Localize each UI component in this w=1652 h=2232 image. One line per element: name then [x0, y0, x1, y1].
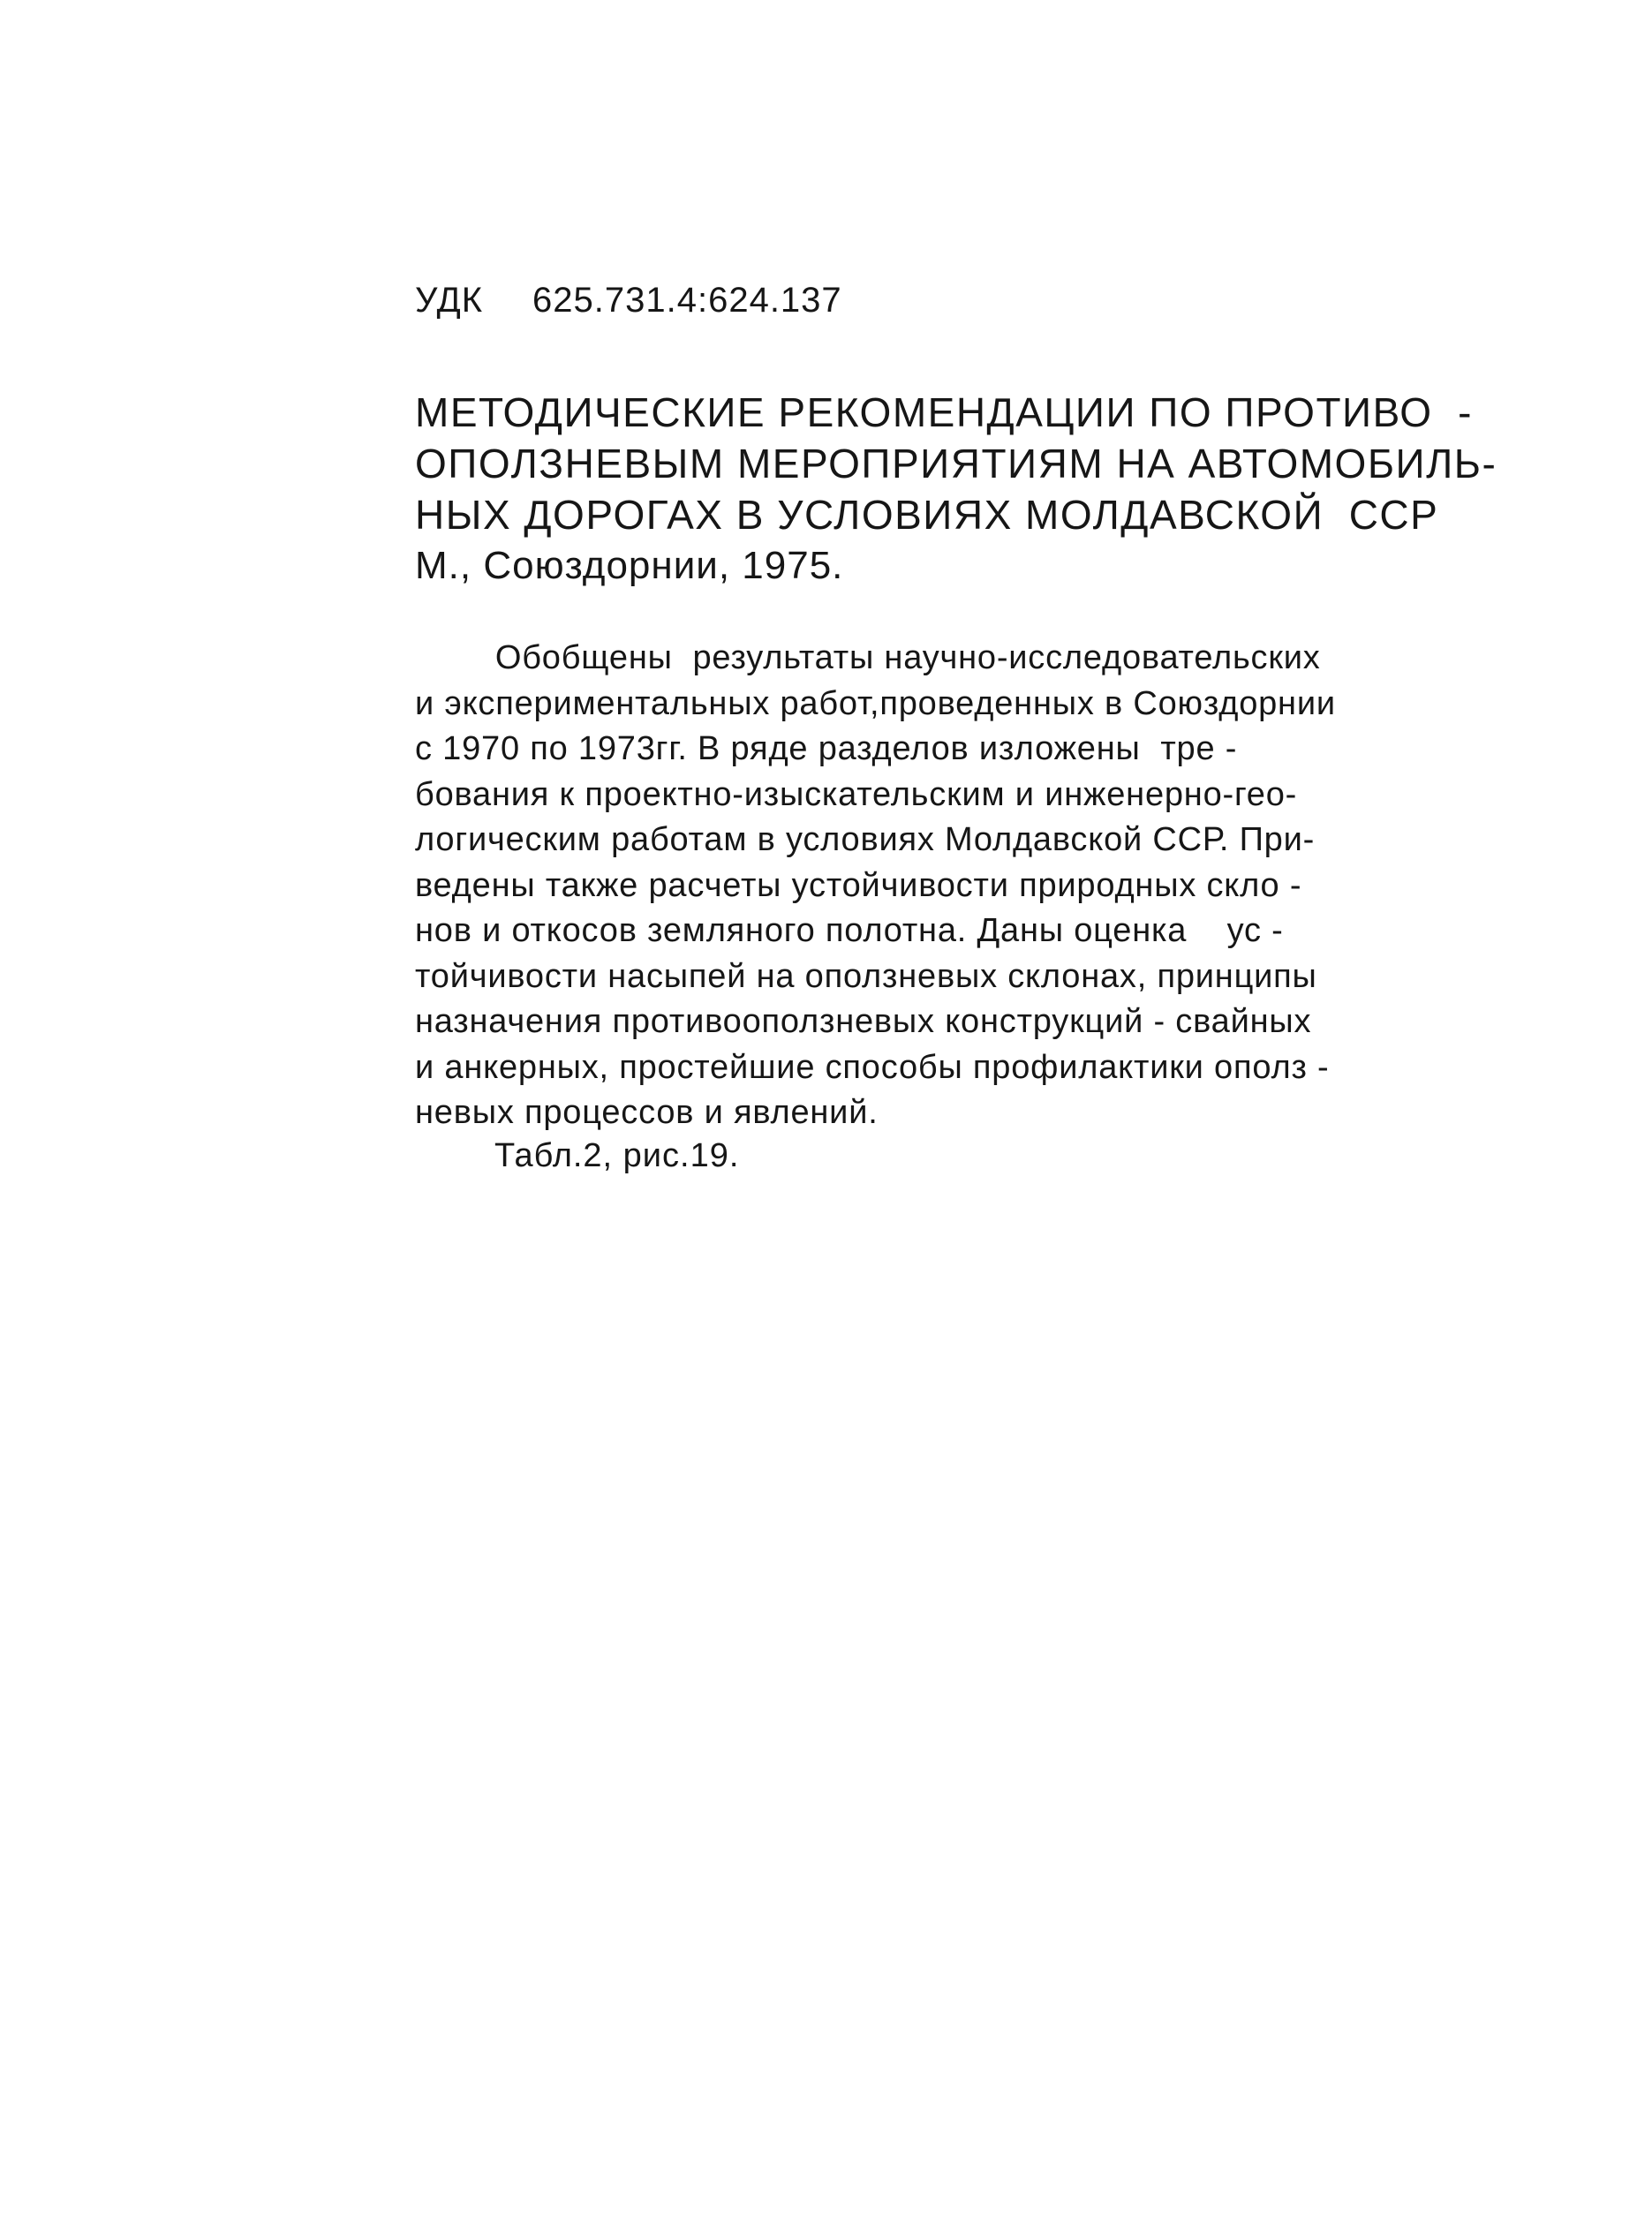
- abstract-line: и экспериментальных работ,проведенных в Союздорнии: [415, 684, 1336, 722]
- abstract-line: невых процессов и явлений.: [415, 1094, 879, 1131]
- abstract-line: назначения противооползневых конструкций - свайных: [415, 1003, 1312, 1040]
- title-line: ОПОЛЗНЕВЫМ МЕРОПРИЯТИЯМ НА АВТОМОБИЛЬ-: [415, 441, 1497, 486]
- tables-figures-count: Табл.2, рис.19.: [494, 1137, 740, 1174]
- abstract-line: ведены также расчеты устойчивости природных скло -: [415, 866, 1302, 904]
- abstract-line: логическим работам в условиях Молдавской ССР. При-: [415, 821, 1316, 858]
- abstract-line: бования к проектно-изыскательским и инженерно-гео-: [415, 775, 1298, 813]
- publication-imprint: М., Союздорнии, 1975.: [415, 544, 844, 587]
- abstract-line: Обобщены результаты научно-исследовательских: [415, 639, 1321, 676]
- abstract-line: и анкерных, простейшие способы профилактики ополз -: [415, 1048, 1330, 1086]
- abstract-paragraph: [415, 636, 1466, 1136]
- abstract-line: с 1970 по 1973гг. В ряде разделов изложены тре -: [415, 730, 1238, 767]
- abstract-line: нов и откосов земляного полотна. Даны оценка ус -: [415, 912, 1284, 949]
- abstract-line: тойчивости насыпей на оползневых склонах, принципы: [415, 957, 1317, 995]
- udk-line: [415, 281, 842, 320]
- udk-label: УДК: [415, 281, 484, 320]
- title-line: НЫХ ДОРОГАХ В УСЛОВИЯХ МОЛДАВСКОЙ ССР: [415, 492, 1439, 538]
- udk-code: 625.731.4:624.137: [532, 281, 842, 320]
- title-line: МЕТОДИЧЕСКИЕ РЕКОМЕНДАЦИИ ПО ПРОТИВО -: [415, 389, 1473, 435]
- document-title: [415, 387, 1497, 592]
